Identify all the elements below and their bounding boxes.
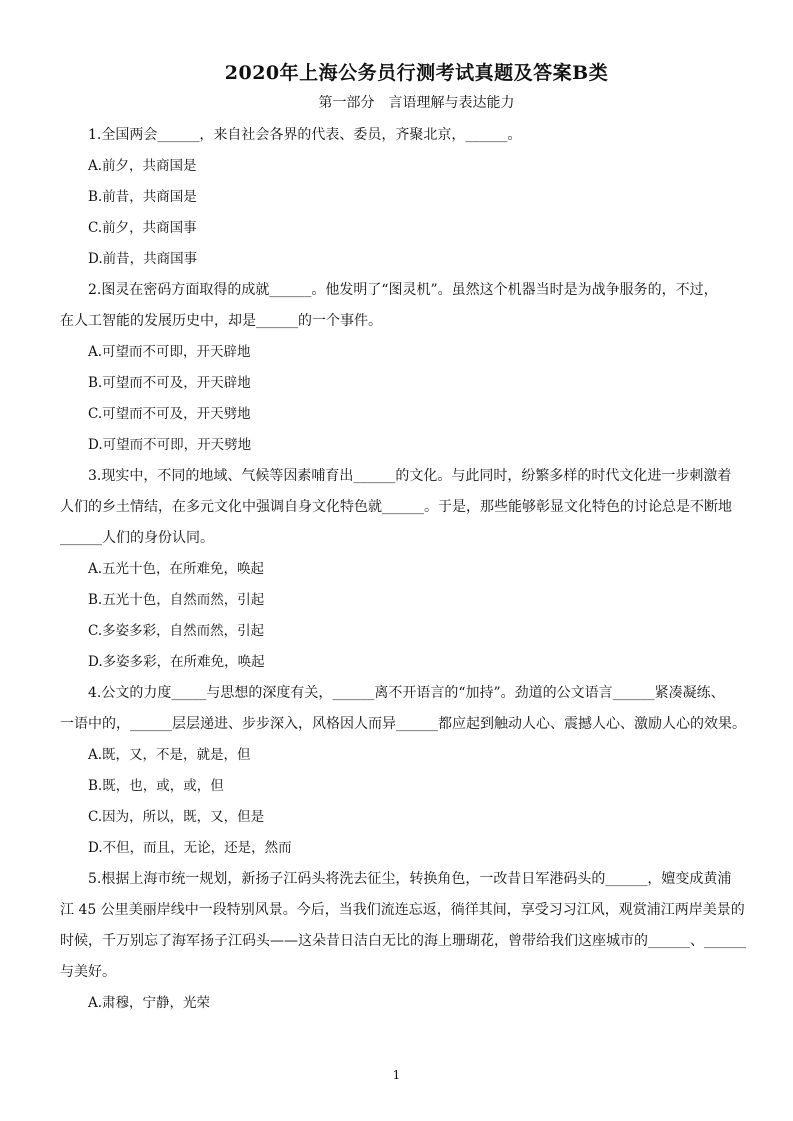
page-title: 2020年上海公务员行测考试真题及答案B类 bbox=[224, 62, 609, 84]
question-3-option-d: D.多姿多彩，在所难免，唤起 bbox=[88, 654, 265, 670]
question-3-option-c: C.多姿多彩，自然而然，引起 bbox=[88, 623, 265, 639]
question-4-option-b: B.既，也，或，或，但 bbox=[88, 778, 224, 794]
question-5-line-3: 时候，千万别忘了海军扬子江码头——这朵昔日洁白无比的海上珊瑚花，曾带给我们这座城市的______、______ bbox=[60, 933, 746, 949]
question-4-option-a: A.既，又，不是，就是，但 bbox=[88, 747, 251, 763]
page-number: 1 bbox=[392, 1068, 401, 1082]
question-1-option-d: D.前昔，共商国事 bbox=[88, 251, 198, 267]
question-5-line-2: 江 45 公里美丽岸线中一段特别风景。今后，当我们流连忘返，徜徉其间，享受习习江风，观赏浦江两岸美景的 bbox=[60, 902, 745, 918]
question-4-line-2: 一语中的，______层层递进、步步深入，风格因人而异______都应起到触动人心、震撼人心、激励人心的效果。 bbox=[60, 716, 746, 732]
question-2-line-1: 2.图灵在密码方面取得的成就______。他发明了“图灵机”。虽然这个机器当时是为战争服务的，不过， bbox=[88, 282, 718, 298]
question-1-option-a: A.前夕，共商国是 bbox=[88, 158, 197, 174]
question-1-line-1: 1.全国两会______，来自社会各界的代表、委员，齐聚北京，______。 bbox=[88, 127, 522, 143]
question-5-option-a: A.肃穆，宁静，光荣 bbox=[88, 995, 211, 1011]
question-2-option-b: B.可望而不可及，开天辟地 bbox=[88, 375, 251, 391]
question-5-line-1: 5.根据上海市统一规划，新扬子江码头将洗去征尘，转换角色，一改昔日军港码头的______，嬗变成黄浦 bbox=[88, 871, 732, 887]
question-1-option-b: B.前昔，共商国是 bbox=[88, 189, 197, 205]
question-2-option-a: A.可望而不可即，开天辟地 bbox=[88, 344, 251, 360]
section-heading: 第一部分 言语理解与表达能力 bbox=[318, 95, 515, 111]
question-3-line-3: ______人们的身份认同。 bbox=[60, 530, 214, 546]
question-list bbox=[60, 120, 750, 1019]
question-1-option-c: C.前夕，共商国事 bbox=[88, 220, 197, 236]
question-3-line-2: 人们的乡土情结，在多元文化中强调自身文化特色就______。于是，那些能够彰显文化特色的讨论总是不断地 bbox=[60, 499, 732, 515]
question-4-line-1: 4.公文的力度_____与思想的深度有关，______离不开语言的“加持”。劲道的公文语言______紧凑凝练、 bbox=[88, 685, 725, 701]
question-2-option-d: D.可望而不可即，开天劈地 bbox=[88, 437, 252, 453]
question-4-option-d: D.不但，而且，无论，还是，然而 bbox=[88, 840, 292, 856]
question-5-line-4: 与美好。 bbox=[60, 964, 116, 980]
question-2-line-2: 在人工智能的发展历史中，却是______的一个事件。 bbox=[60, 313, 382, 329]
question-2-option-c: C.可望而不可及，开天劈地 bbox=[88, 406, 251, 422]
question-3-option-a: A.五光十色，在所难免，唤起 bbox=[88, 561, 265, 577]
question-3-option-b: B.五光十色，自然而然，引起 bbox=[88, 592, 265, 608]
question-3-line-1: 3.现实中，不同的地域、气候等因素哺育出______的文化。与此同时，纷繁多样的时代文化进一步刺激着 bbox=[88, 468, 732, 484]
question-4-option-c: C.因为，所以，既，又，但是 bbox=[88, 809, 265, 825]
